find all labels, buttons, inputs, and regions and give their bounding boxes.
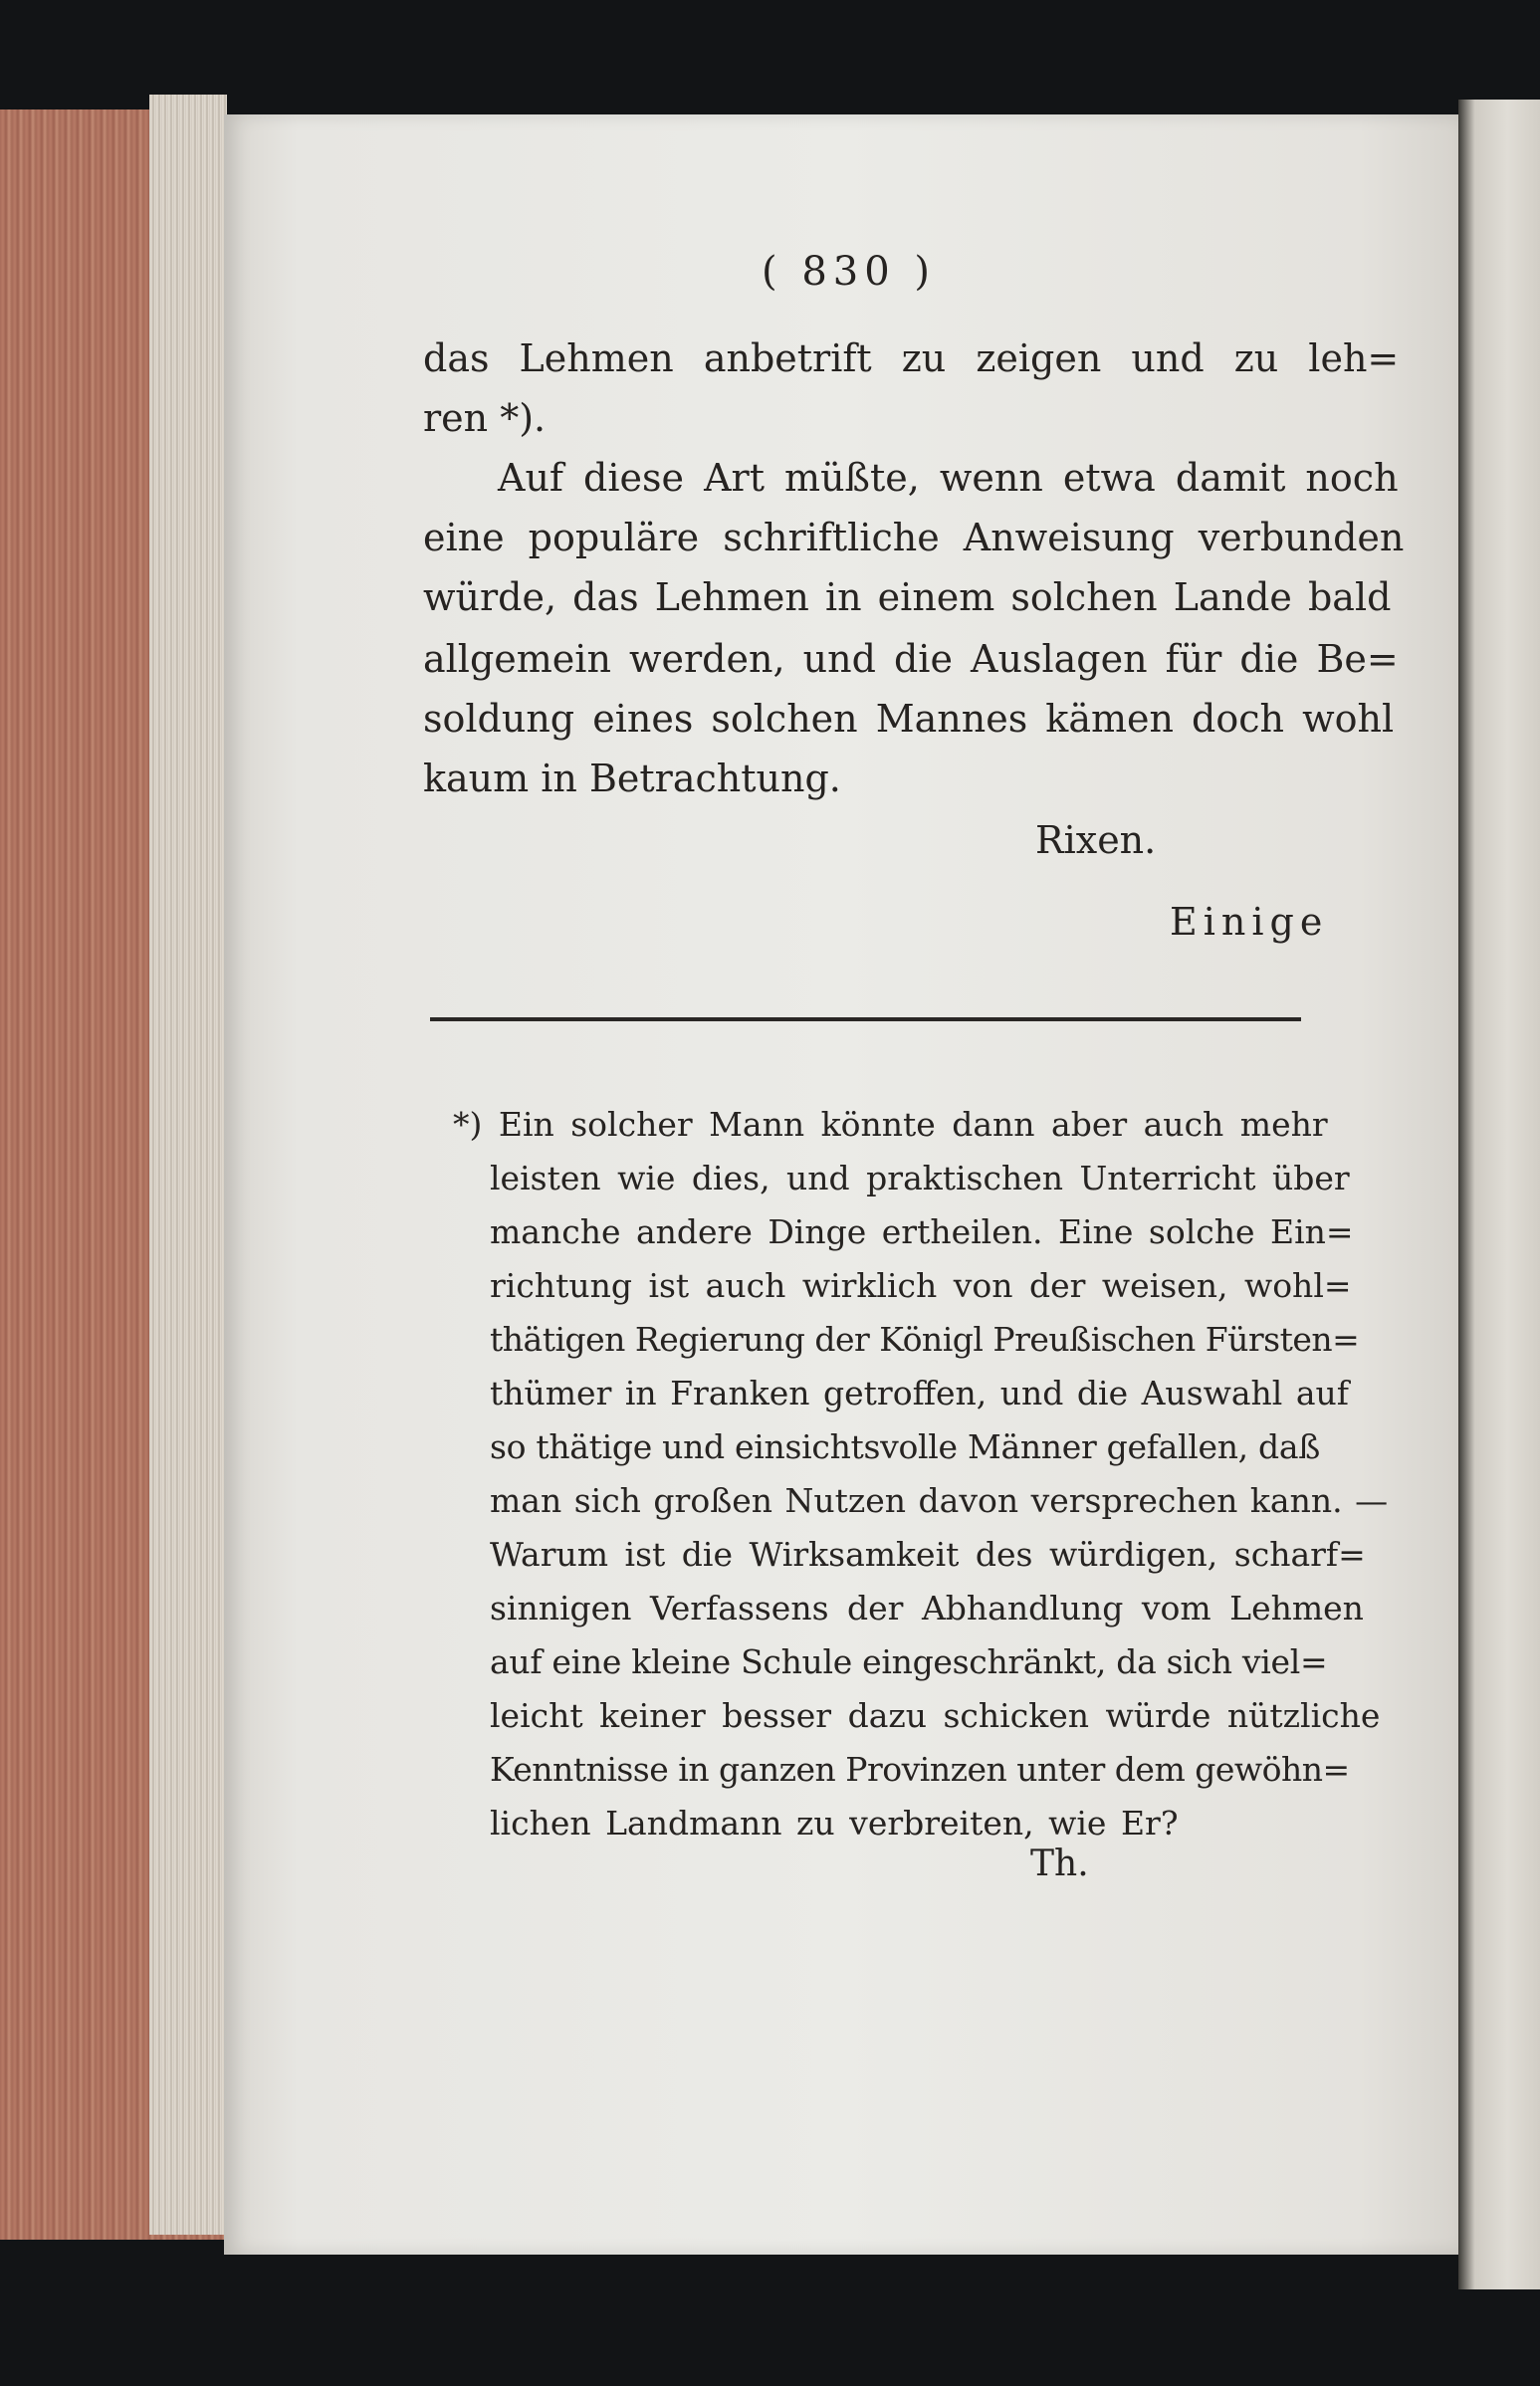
body-line: allgemein werden, und die Auslagen für die Be= [423,637,1399,681]
footnote-line: auf eine kleine Schule eingeschränkt, da sich viel= [490,1642,1328,1681]
footnote-line: Warum ist die Wirksamkeit des würdigen, scharf= [490,1535,1366,1574]
footnote-line: thümer in Franken getroffen, und die Auswahl auf [490,1374,1349,1412]
footnote-rule [430,1017,1301,1021]
body-line: eine populäre schriftliche Anweisung verbunden [423,516,1405,559]
body-line: ren *). [423,396,547,440]
body-line: das Lehmen anbetrift zu zeigen und zu leh= [423,336,1400,380]
body-line: würde, das Lehmen in einem solchen Lande bald [423,575,1392,619]
catchword: Einige [1170,900,1329,944]
footnote-signature: Th. [1030,1844,1089,1884]
body-line: Auf diese Art müßte, wenn etwa damit noch [498,456,1399,500]
footnote-line: man sich großen Nutzen davon versprechen kann. — [490,1481,1389,1520]
footnote-line: leisten wie dies, und praktischen Unterricht über [490,1159,1350,1197]
facing-page-edge [1458,100,1540,2289]
footnote-line: manche andere Dinge ertheilen. Eine solche Ein= [490,1212,1354,1251]
page-stack-edges [149,95,227,2235]
footnote-line: leicht keiner besser dazu schicken würde nützliche [490,1696,1381,1735]
footnote-line: so thätige und einsichtsvolle Männer gefallen, daß [490,1427,1320,1466]
body-line: kaum in Betrachtung. [423,757,841,800]
footnote-line: richtung ist auch wirklich von der weisen, wohl= [490,1266,1352,1305]
footnote-line: *) Ein solcher Mann könnte dann aber auch mehr [453,1105,1328,1144]
footnote-line: thätigen Regierung der Königl Preußischen Fürsten= [490,1320,1360,1359]
footnote-line: lichen Landmann zu verbreiten, wie Er? [490,1804,1179,1843]
page-number: ( 830 ) [762,249,936,295]
body-line: soldung eines solchen Mannes kämen doch wohl [423,697,1395,741]
author-signature: Rixen. [1035,818,1157,862]
footnote-line: sinnigen Verfassens der Abhandlung vom Lehmen [490,1589,1364,1627]
footnote-line: Kenntnisse in ganzen Provinzen unter dem gewöhn= [490,1750,1350,1789]
